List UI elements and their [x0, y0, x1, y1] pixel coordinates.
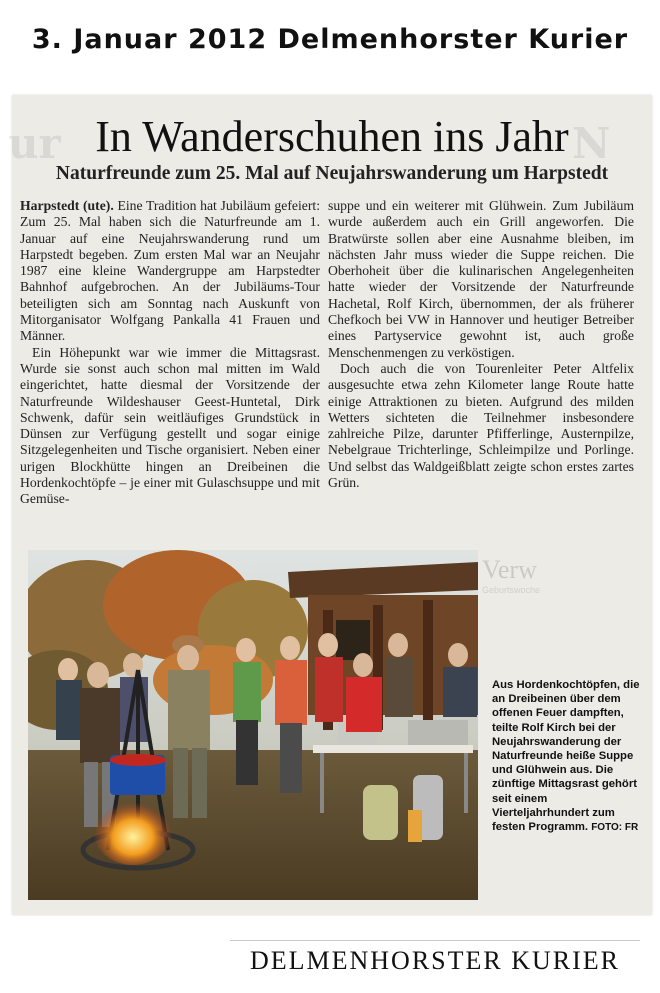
masthead-rule	[230, 940, 640, 941]
newspaper-clipping	[8, 95, 652, 915]
photo	[28, 550, 478, 900]
page-banner: 3. Januar 2012 Delmenhorster Kurier	[31, 24, 629, 55]
headline: In Wanderschuhen ins Jahr	[95, 112, 569, 161]
photo-credit: FOTO: FR	[591, 822, 639, 834]
subheadline: Naturfreunde zum 25. Mal auf Neujahrswanderung um Harpstedt	[55, 163, 609, 184]
bleed-through-left: ur	[8, 119, 61, 168]
bleed-through-ad: Verw Geburtswoche	[482, 555, 541, 595]
byline: Harpstedt (ute).	[20, 198, 114, 213]
article-paragraph: Doch auch die von Tourenleiter Peter Altfelix ausgesuchte etwa zehn Kilometer lange Route hatte einige Attraktionen zu bieten. Aufgrund des milden Wetters sichteten die Teilnehmer insbesondere zahlreiche Pilze, darunter Pfifferlinge, Austernpilze, Nebelgraue Trichterlinge, Schleimpilze und Porlinge. Und selbst das Waldgeißblatt zeigte schon erstes zartes Grün.	[328, 360, 634, 491]
article-paragraph: Ein Höhepunkt war wie immer die Mittagsrast. Wurde sie sonst auch schon mal mitten im Wald eingerichtet, hatte diesmal der Vorsitzende der Naturfreunde Wildeshauser Geest-Huntetal, Dirk Schwenk, dafür sein weitläufiges Grundstück in Dünsen zur Verfügung gestellt und sogar einige Sitzgelegenheiten und Tische organisiert. Neben einer urigen Blockhütte hingen an Dreibeinen die Hordenkochtöpfe – je einer mit Gulaschsuppe und mit Gemüse-	[20, 344, 320, 507]
photo-caption: Aus Hordenkochtöpfen, die an Dreibeinen über dem offenen Feuer dampften, teilte Rolf Kirch bei der Neujahrswanderung der Naturfreunde heiße Suppe und Glühwein aus. Die zünftige Mittagsrast gehört seit einem Vierteljahrhundert zum festen Programm. FOTO: FR	[492, 679, 640, 834]
article-paragraph: suppe und ein weiterer mit Glühwein. Zum Jubiläum wurde außerdem auch ein Grill angeworfen. Die Bratwürste sollen aber eine Ausnahme bleiben, im nächsten Jahr muss wieder die Suppe reichen. Die Oberhoheit über die kulinarischen Angelegenheiten hatte wieder der Vorsitzende der Naturfreunde Hachetal, Rolf Kirch, übernommen, der als früherer Chefkoch bei VW in Hannover und heutiger Betreiber eines Partyservice gewohnt ist, auch große Menschenmengen zu verköstigen.	[328, 198, 634, 360]
newspaper-masthead: DELMENHORSTER KURIER	[249, 946, 621, 975]
article-column-right	[328, 198, 634, 491]
bleed-through-right: N	[572, 119, 611, 168]
article-column-left	[20, 198, 320, 508]
article-paragraph: Harpstedt (ute). Eine Tradition hat Jubiläum gefeiert: Zum 25. Mal haben sich die Naturfreunde am 1. Januar auf eine Neujahrswanderung rund um Harpstedt begeben. Zum ersten Mal war an Neujahr 1987 eine kleine Wandergruppe am Harpstedter Bahnhof aufgebrochen. An der Jubiläums-Tour beteiligten sich am Sonntag nach Auskunft von Mitorganisator Wolfgang Pankalla 41 Frauen und Männer.	[20, 198, 320, 344]
